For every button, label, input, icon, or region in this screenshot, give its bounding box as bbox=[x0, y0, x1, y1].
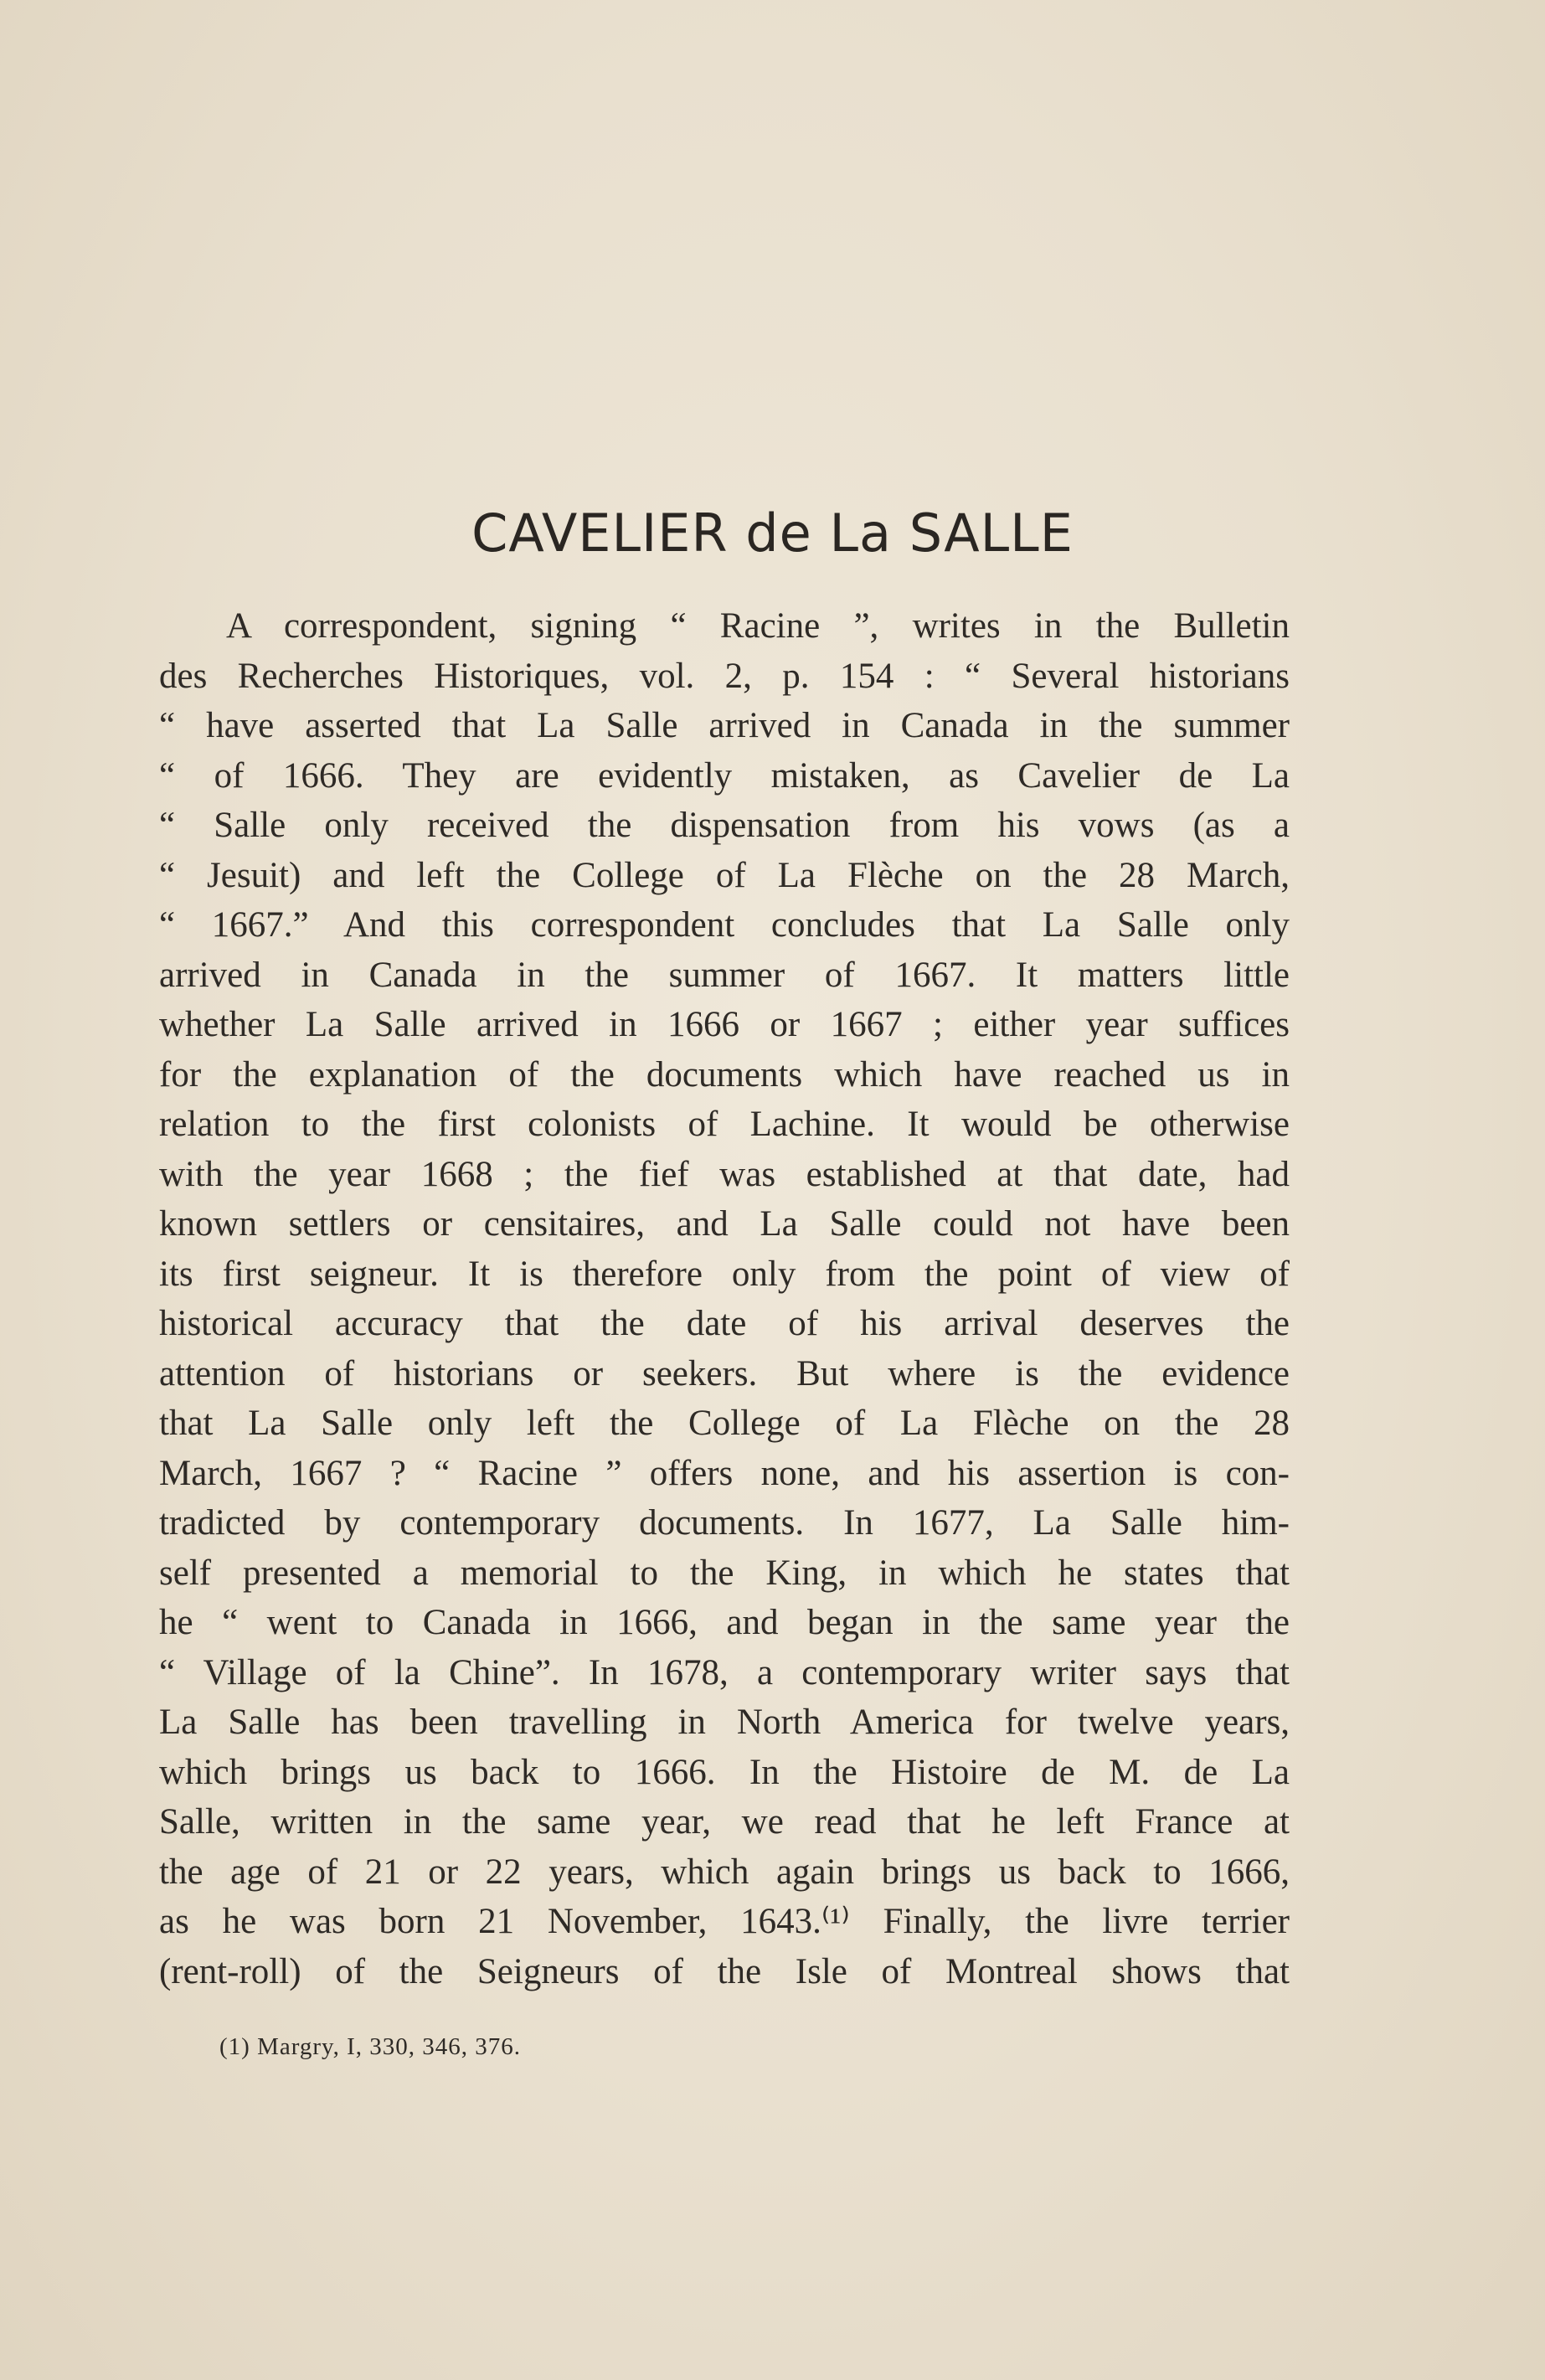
text-line: “ Salle only received the dispensation from his vows (as a bbox=[159, 806, 1290, 845]
text-line: attention of historians or seekers. But where is the evidence bbox=[159, 1353, 1290, 1393]
text-line: known settlers or censitaires, and La Salle could not have been bbox=[159, 1204, 1290, 1244]
body-text bbox=[159, 601, 1290, 1996]
text-line: with the year 1668 ; the fief was established at that date, had bbox=[159, 1154, 1290, 1194]
text-line: as he was born 21 November, 1643.⁽¹⁾ Finally, the livre terrier bbox=[159, 1902, 1290, 1941]
text-line: March, 1667 ? “ Racine ” offers none, and his assertion is con- bbox=[159, 1453, 1290, 1493]
text-line: the age of 21 or 22 years, which again brings us back to 1666, bbox=[159, 1852, 1290, 1892]
text-line: he “ went to Canada in 1666, and began in the same year the bbox=[159, 1603, 1290, 1642]
text-line: which brings us back to 1666. In the Histoire de M. de La bbox=[159, 1752, 1290, 1792]
text-line: La Salle has been travelling in North America for twelve years, bbox=[159, 1703, 1290, 1742]
text-line: historical accuracy that the date of his arrival deserves the bbox=[159, 1304, 1290, 1343]
text-line: whether La Salle arrived in 1666 or 1667 ; either year suffices bbox=[159, 1005, 1290, 1044]
text-line: (rent-roll) of the Seigneurs of the Isle of Montreal shows that bbox=[159, 1951, 1290, 1991]
text-line: for the explanation of the documents which have reached us in bbox=[159, 1054, 1290, 1095]
text-line: “ 1667.” And this correspondent concludes that La Salle only bbox=[159, 905, 1290, 945]
text-line: relation to the first colonists of Lachine. It would be otherwise bbox=[159, 1105, 1290, 1144]
text-line: Salle, written in the same year, we read that he left France at bbox=[159, 1802, 1290, 1842]
text-line: arrived in Canada in the summer of 1667. It matters little bbox=[159, 955, 1290, 995]
text-line: des Recherches Historiques, vol. 2, p. 154 : “ Several historians bbox=[159, 656, 1290, 696]
text-line: that La Salle only left the College of La Flèche on the 28 bbox=[159, 1404, 1290, 1443]
text-line: self presented a memorial to the King, in which he states that bbox=[159, 1553, 1290, 1593]
text-line: A correspondent, signing “ Racine ”, writes in the Bulletin bbox=[226, 606, 1290, 646]
text-line: “ of 1666. They are evidently mistaken, as Cavelier de La bbox=[159, 755, 1290, 796]
text-line: “ Jesuit) and left the College of La Flèche on the 28 March, bbox=[159, 855, 1290, 895]
text-line: tradicted by contemporary documents. In 1677, La Salle him- bbox=[159, 1503, 1290, 1543]
footnote: (1) Margry, I, 330, 346, 376. bbox=[219, 2033, 522, 2060]
text-line: “ have asserted that La Salle arrived in Canada in the summer bbox=[159, 706, 1290, 745]
text-line: its first seigneur. It is therefore only from the point of view of bbox=[159, 1254, 1290, 1294]
text-line: “ Village of la Chine”. In 1678, a contemporary writer says that bbox=[159, 1652, 1290, 1692]
page-title: CAVELIER de La SALLE bbox=[471, 502, 1074, 564]
